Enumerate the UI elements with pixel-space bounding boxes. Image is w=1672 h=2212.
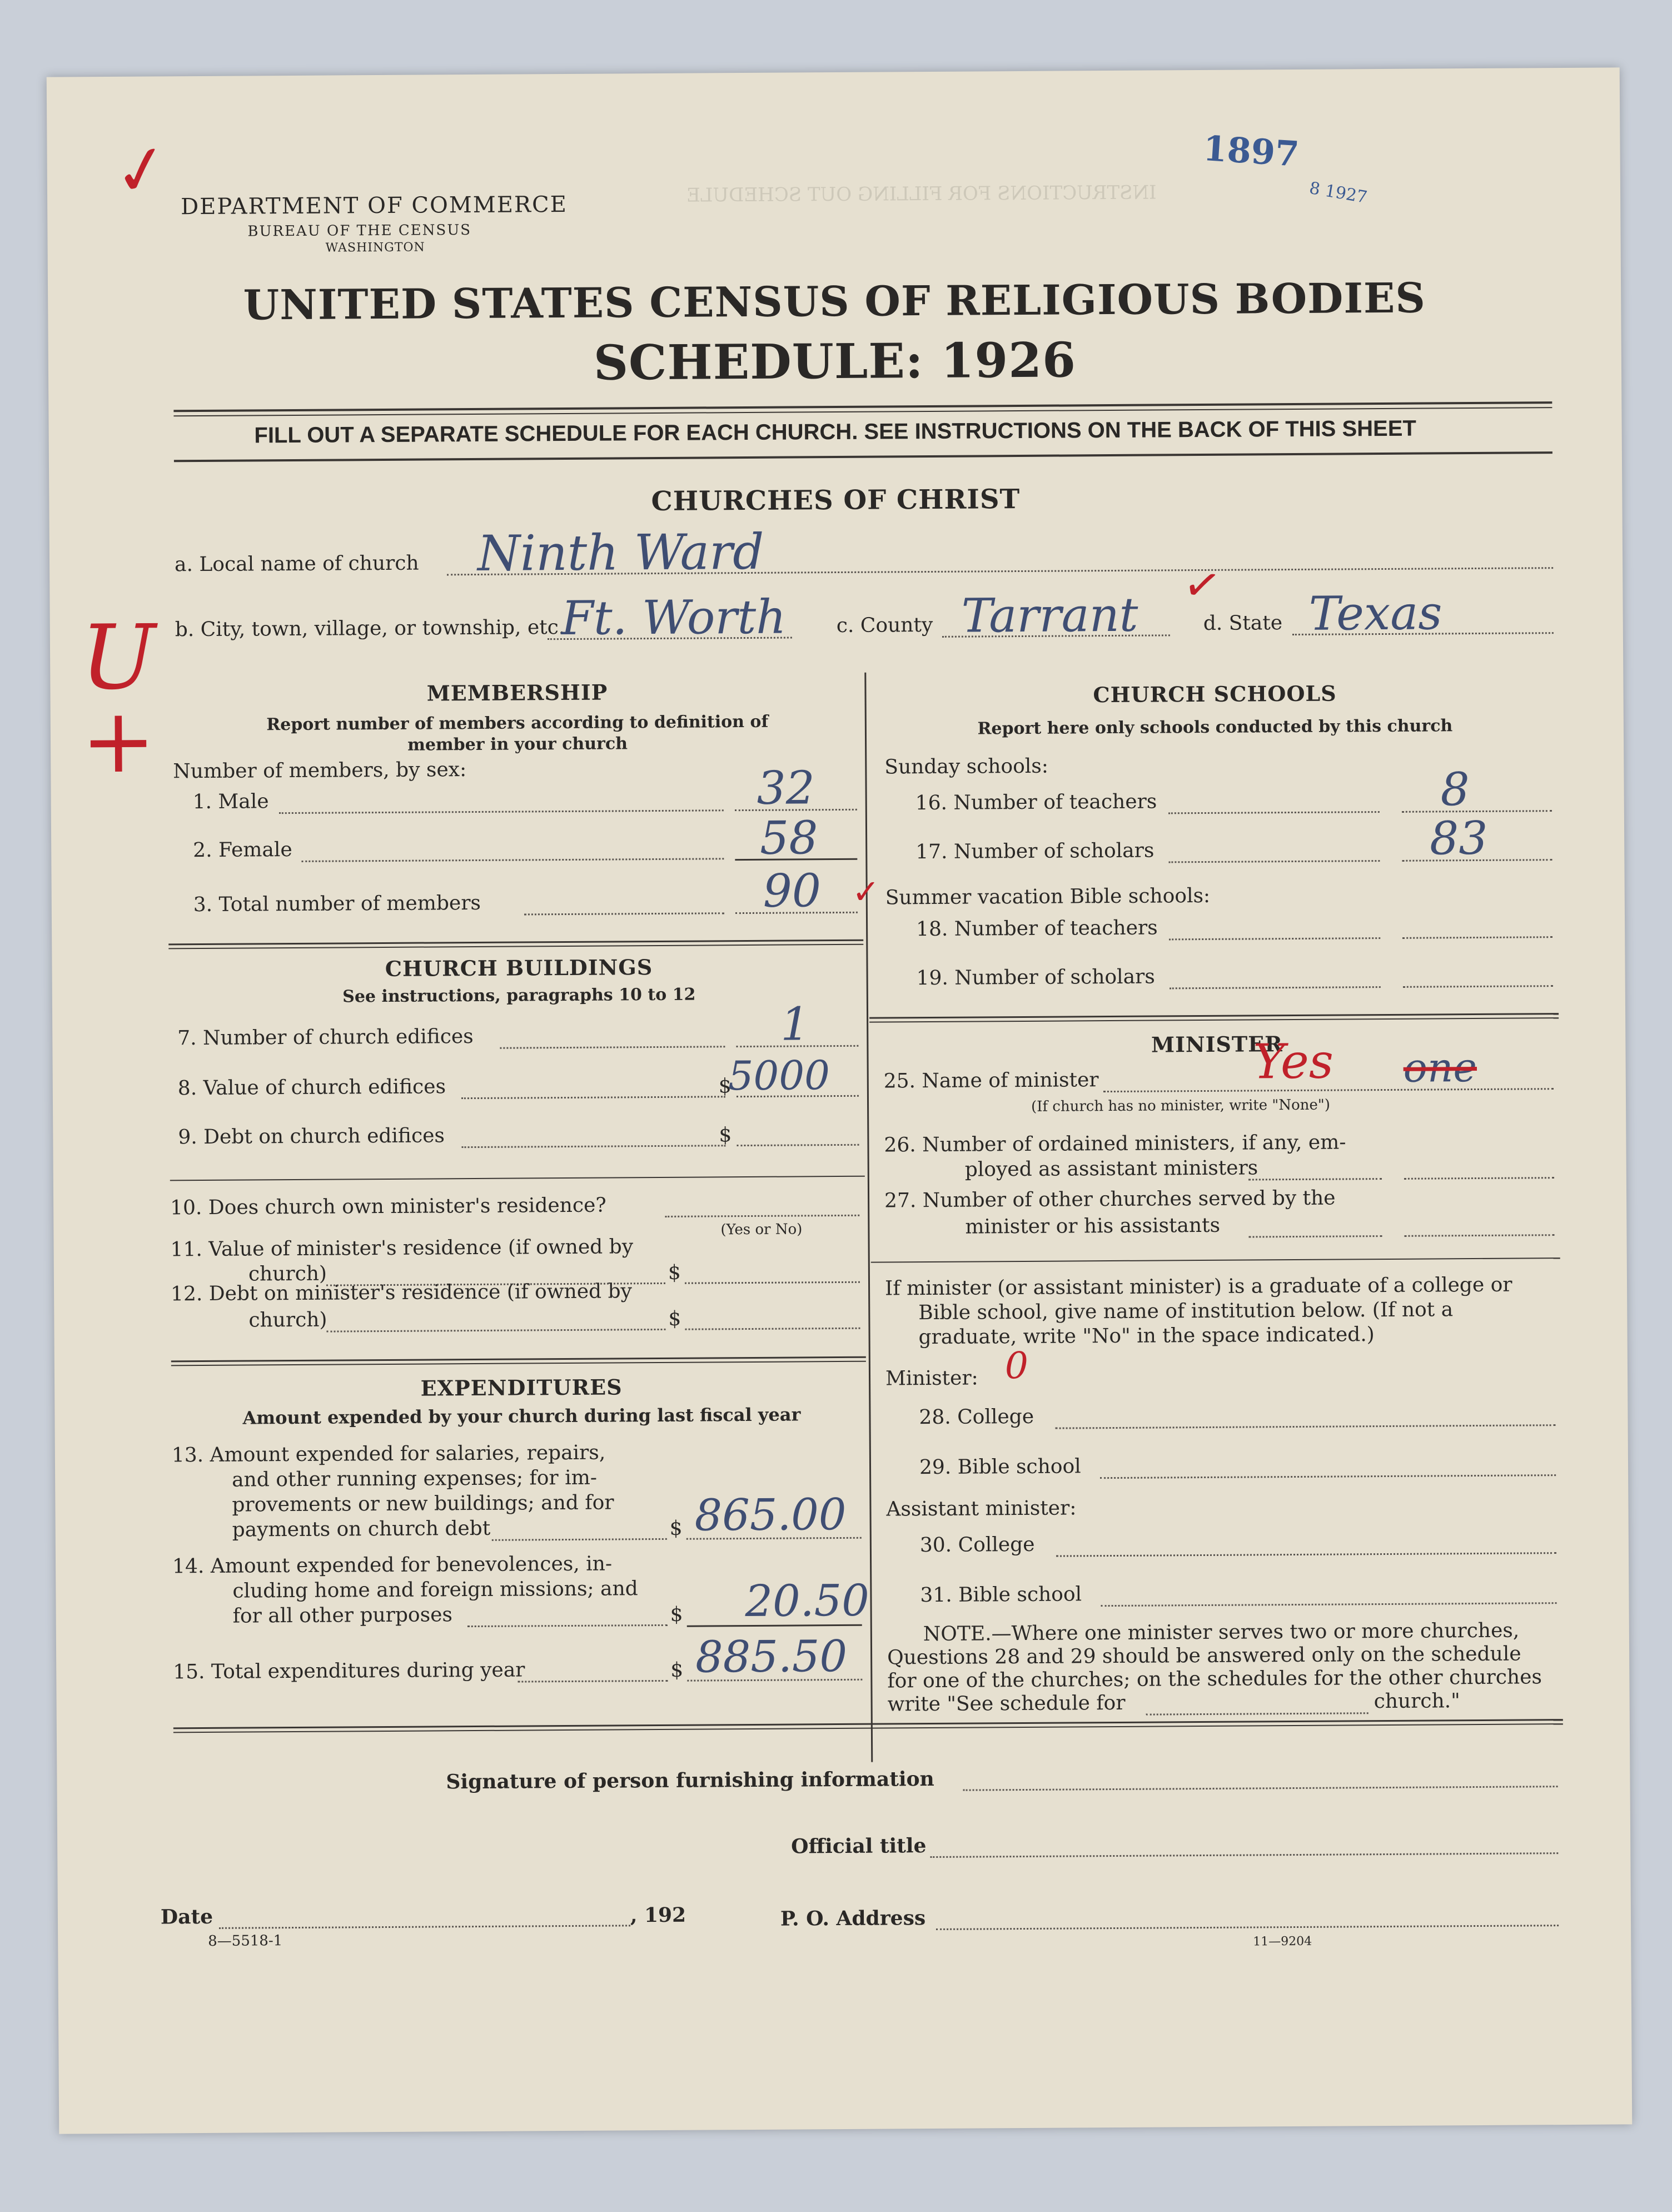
received-stamp-number: 1897	[1202, 128, 1301, 175]
yes-no-hint: (Yes or No)	[720, 1221, 803, 1239]
leader-dots	[1169, 937, 1380, 940]
city-label: b. City, town, village, or township, etc.	[175, 616, 565, 642]
local-name-label: a. Local name of church	[174, 551, 419, 576]
dollar-sign: $	[669, 1517, 683, 1540]
denomination-title: CHURCHES OF CHRIST	[651, 483, 1021, 518]
answer-line	[665, 1215, 859, 1217]
county-value[interactable]: Tarrant	[961, 587, 1138, 643]
q3-total-members-value[interactable]: 90	[763, 864, 822, 918]
form-title: UNITED STATES CENSUS OF RELIGIOUS BODIES	[243, 274, 1426, 330]
leader-dots	[524, 912, 724, 915]
graduate-instructions: If minister (or assistant minister) is a graduate of a college or	[884, 1273, 1512, 1300]
city-value[interactable]: Ft. Worth	[561, 589, 787, 646]
q25-hint: (If church has no minister, write "None")	[1031, 1096, 1331, 1115]
q30-college-label: 30. College	[919, 1533, 1035, 1557]
answer-line	[1056, 1424, 1556, 1429]
members-by-sex-label: Number of members, by sex:	[173, 758, 467, 783]
note-text: NOTE.—Where one minister serves two or more churches,	[923, 1619, 1520, 1646]
leader-dots	[517, 1680, 668, 1683]
membership-heading: MEMBERSHIP	[426, 679, 608, 706]
leader-dots	[1168, 860, 1380, 863]
q13-running-expenses-value[interactable]: 865.00	[694, 1489, 847, 1541]
official-title-label: Official title	[791, 1834, 927, 1858]
note-text: write "See schedule for	[887, 1691, 1126, 1716]
answer-line	[1100, 1474, 1556, 1479]
dollar-sign: $	[668, 1307, 681, 1330]
q13-running-expenses-label: provements or new buildings; and for	[232, 1491, 614, 1517]
minister-education-label: Minister:	[885, 1366, 978, 1390]
official-title-line[interactable]	[930, 1852, 1558, 1858]
q13-running-expenses-label: payments on church debt	[232, 1517, 491, 1542]
q19-summer-scholars-label: 19. Number of scholars	[916, 965, 1155, 990]
instruction-banner: FILL OUT A SEPARATE SCHEDULE FOR EACH CHURCH. SEE INSTRUCTIONS ON THE BACK OF THIS SHEET	[254, 416, 1416, 448]
q26-assistant-ministers-label: ployed as assistant ministers	[964, 1156, 1258, 1181]
answer-line	[1403, 985, 1553, 988]
graduate-instructions: graduate, write "No" in the space indicated.)	[918, 1323, 1375, 1349]
schools-subheading: Report here only schools conducted by this church	[977, 716, 1453, 739]
dollar-sign: $	[718, 1075, 732, 1098]
q14-benevolences-label: 14. Amount expended for benevolences, in-	[172, 1552, 613, 1578]
q9-debt-edifices-label: 9. Debt on church edifices	[178, 1124, 445, 1149]
county-label: c. County	[836, 613, 933, 638]
q15-total-expenditures-value[interactable]: 885.50	[695, 1631, 848, 1683]
schools-heading: CHURCH SCHOOLS	[1093, 680, 1337, 708]
section-rule	[170, 1176, 865, 1181]
leader-dots	[327, 1329, 666, 1333]
header-rule	[174, 451, 1552, 462]
dollar-sign: $	[670, 1603, 683, 1626]
section-rule	[871, 1257, 1560, 1263]
po-address-label: P. O. Address	[780, 1906, 926, 1931]
q16-sunday-teachers-label: 16. Number of teachers	[915, 790, 1157, 815]
check-mark-icon: ✓	[107, 127, 176, 214]
q25-minister-name-label: 25. Name of minister	[883, 1068, 1099, 1093]
expenditures-subheading: Amount expended by your church during last fiscal year	[242, 1404, 801, 1429]
local-name-value[interactable]: Ninth Ward	[477, 523, 764, 582]
graduate-instructions: Bible school, give name of institution below. (If not a	[918, 1298, 1454, 1325]
q14-benevolences-value[interactable]: 20.50	[745, 1575, 870, 1627]
date-year-suffix: , 192	[630, 1903, 686, 1927]
q27-other-churches-label: 27. Number of other churches served by the	[884, 1186, 1336, 1212]
signature-line[interactable]	[963, 1786, 1558, 1791]
minister-heading: MINISTER	[1151, 1031, 1283, 1057]
q11-residence-value-label: church)	[248, 1262, 327, 1286]
department-name: DEPARTMENT OF COMMERCE	[181, 191, 568, 220]
q13-running-expenses-label: and other running expenses; for im-	[232, 1466, 598, 1492]
q25-struck-entry: one	[1403, 1043, 1477, 1091]
dollar-sign: $	[719, 1124, 732, 1147]
q2-female-value[interactable]: 58	[759, 812, 818, 865]
answer-line	[737, 1144, 859, 1146]
leader-dots	[1248, 1178, 1382, 1180]
leader-dots	[1249, 1235, 1382, 1237]
answer-line	[1056, 1552, 1556, 1557]
buildings-subheading: See instructions, paragraphs 10 to 12	[342, 985, 696, 1007]
q8-value-edifices-value[interactable]: 5000	[728, 1052, 830, 1100]
q1-male-value[interactable]: 32	[757, 762, 815, 815]
margin-annotation: U +	[80, 605, 156, 793]
q12-residence-debt-label: 12. Debt on minister's residence (if owned by	[170, 1280, 633, 1306]
print-code: 11—9204	[1253, 1934, 1312, 1949]
census-schedule-sheet	[47, 67, 1633, 2134]
note-text: church."	[1374, 1689, 1460, 1713]
q29-bible-school-label: 29. Bible school	[919, 1455, 1081, 1479]
answer-line	[685, 1281, 860, 1284]
bureau-city: WASHINGTON	[325, 240, 425, 255]
q2-female-label: 2. Female	[193, 838, 292, 862]
q31-bible-school-label: 31. Bible school	[920, 1583, 1082, 1607]
schedule-title: SCHEDULE: 1926	[593, 332, 1077, 391]
leader-dots	[301, 858, 724, 862]
q25-minister-name-value[interactable]: Yes	[1253, 1033, 1334, 1090]
leader-dots	[279, 809, 724, 814]
answer-line	[1146, 1712, 1369, 1715]
q17-sunday-scholars-label: 17. Number of scholars	[915, 839, 1155, 864]
sunday-schools-label: Sunday schools:	[884, 754, 1049, 779]
q27-other-churches-label: minister or his assistants	[965, 1214, 1221, 1239]
q7-edifices-value[interactable]: 1	[780, 998, 810, 1051]
signature-label: Signature of person furnishing information	[446, 1767, 934, 1794]
leader-dots	[492, 1538, 667, 1541]
q13-running-expenses-label: 13. Amount expended for salaries, repairs,	[171, 1441, 606, 1467]
header-rule	[173, 401, 1552, 412]
form-number: 8—5518-1	[208, 1932, 283, 1950]
summer-schools-label: Summer vacation Bible schools:	[885, 884, 1211, 909]
q1-male-label: 1. Male	[192, 790, 269, 814]
q28-college-label: 28. College	[919, 1405, 1034, 1429]
assistant-minister-label: Assistant minister:	[886, 1497, 1077, 1521]
q10-residence-label: 10. Does church own minister's residence?	[170, 1194, 606, 1220]
dollar-sign: $	[670, 1658, 684, 1682]
answer-line	[1404, 1234, 1554, 1237]
q26-assistant-ministers-label: 26. Number of ordained ministers, if any, em-	[884, 1131, 1346, 1157]
bureau-name: BUREAU OF THE CENSUS	[247, 222, 472, 240]
leader-dots	[1168, 811, 1380, 814]
q7-edifices-label: 7. Number of church edifices	[177, 1025, 474, 1050]
date-line[interactable]	[219, 1925, 630, 1929]
expenditures-heading: EXPENDITURES	[420, 1374, 623, 1401]
date-label: Date	[160, 1905, 213, 1929]
buildings-heading: CHURCH BUILDINGS	[385, 955, 653, 981]
q16-sunday-teachers-value[interactable]: 8	[1440, 763, 1470, 817]
check-mark-icon: ✓	[852, 872, 880, 912]
check-mark-icon: ✓	[1180, 556, 1225, 614]
answer-line	[685, 1328, 860, 1330]
q14-benevolences-label: for all other purposes	[232, 1603, 453, 1628]
q18-summer-teachers-label: 18. Number of teachers	[915, 916, 1158, 941]
q3-total-members-label: 3. Total number of members	[193, 891, 481, 917]
state-label: d. State	[1203, 612, 1283, 635]
membership-subheading: member in your church	[407, 734, 628, 755]
state-value[interactable]: Texas	[1308, 585, 1442, 641]
q14-benevolences-label: cluding home and foreign missions; and	[232, 1577, 638, 1603]
leader-dots	[461, 1145, 725, 1148]
q11-residence-value-label: 11. Value of minister's residence (if owned by	[170, 1235, 634, 1261]
dollar-sign: $	[668, 1261, 681, 1284]
received-stamp-date: 8 1927	[1307, 178, 1369, 208]
bleed-through-text: INSTRUCTIONS FOR FILLING OUT SCHEDULE	[686, 181, 1157, 207]
q8-value-edifices-label: 8. Value of church edifices	[177, 1075, 446, 1100]
answer-line	[1402, 936, 1552, 939]
leader-dots	[500, 1046, 725, 1048]
po-address-line[interactable]	[936, 1925, 1559, 1930]
q12-residence-debt-label: church)	[248, 1308, 327, 1332]
leader-dots	[461, 1096, 725, 1099]
note-text: Questions 28 and 29 should be answered only on the schedule	[887, 1642, 1521, 1669]
leader-dots	[1170, 986, 1381, 989]
note-text: for one of the churches; on the schedules for the other churches	[887, 1666, 1542, 1693]
membership-subheading: Report number of members according to definition of	[266, 712, 769, 735]
answer-line	[1404, 1177, 1554, 1180]
q15-total-expenditures-label: 15. Total expenditures during year	[173, 1658, 525, 1684]
q17-sunday-scholars-value[interactable]: 83	[1429, 812, 1488, 866]
answer-line	[1101, 1602, 1557, 1607]
minister-education-value[interactable]: 0	[1004, 1344, 1029, 1388]
leader-dots	[467, 1624, 668, 1627]
